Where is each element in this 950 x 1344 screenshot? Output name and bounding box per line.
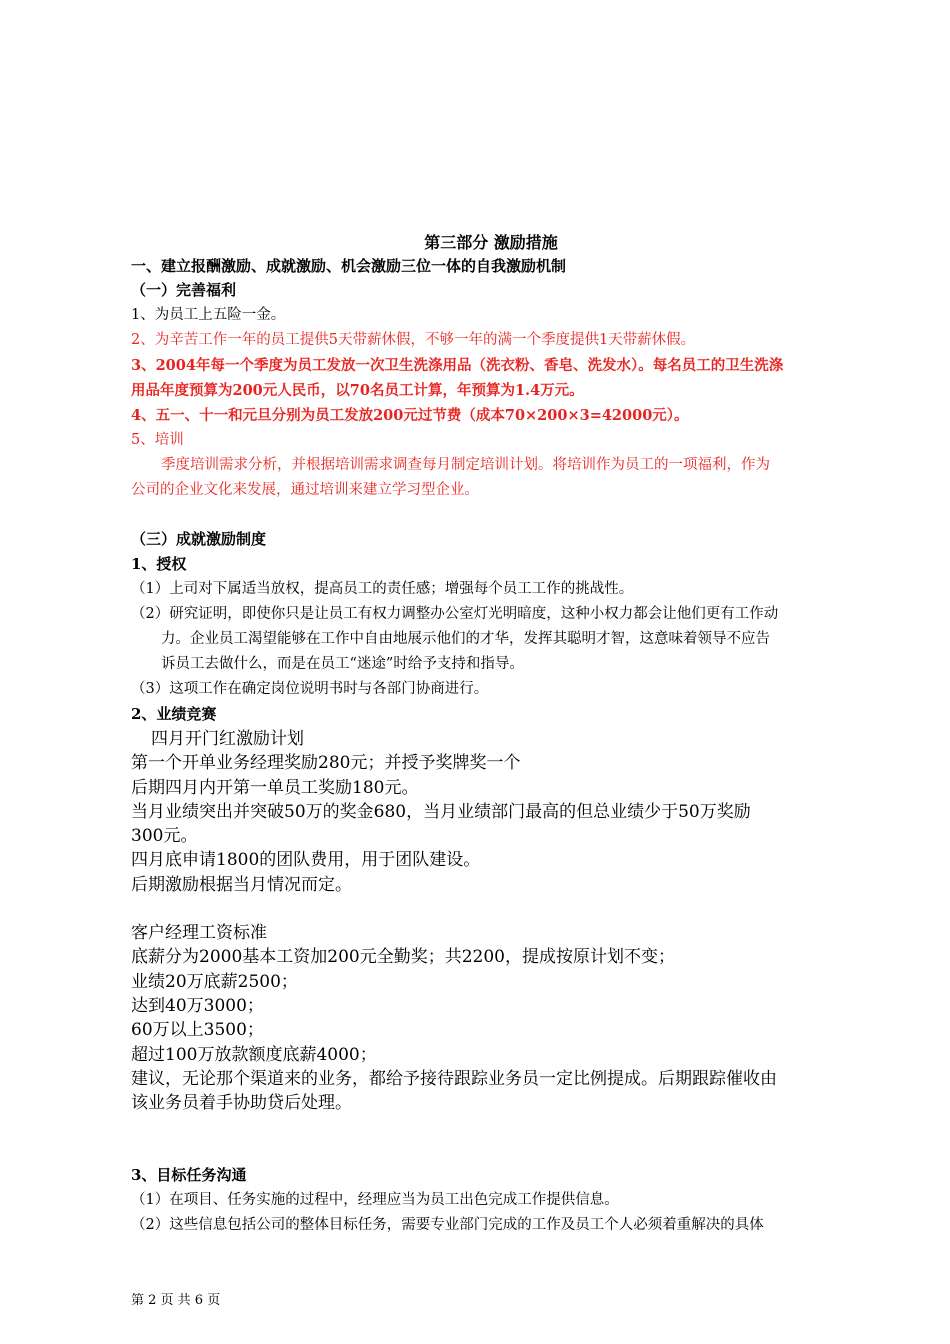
authorization-p2c: 诉员工去做什么，而是在员工“迷途”时给予支持和指导。: [161, 656, 524, 672]
spacer: [131, 897, 851, 921]
welfare-item-4: 4、五一、十一和元旦分别为员工发放200元过节费（成本70×200×3=42000元）。: [131, 407, 689, 424]
task-p2: （2）这些信息包括公司的整体目标任务，需要专业部门完成的工作及员工个人必须着重解决的具体: [131, 1217, 764, 1234]
welfare-item-1: 1、为员工上五险一金。: [131, 307, 286, 323]
task-heading: 3、目标任务沟通: [131, 1166, 247, 1185]
salary-line-4: 60万以上3500；: [131, 1020, 264, 1041]
salary-title: 客户经理工资标准: [131, 923, 267, 944]
salary-line-1: 底薪分为2000基本工资加200元全勤奖；共2200，提成按原计划不变；: [131, 947, 675, 968]
section-heading: 一、建立报酬激励、成就激励、机会激励三位一体的自我激励机制: [131, 257, 567, 275]
training-text-b: 公司的企业文化来发展，通过培训来建立学习型企业。: [131, 482, 479, 498]
welfare-item-5: 5、培训: [131, 432, 184, 448]
april-plan-title: 四月开门红激励计划: [151, 729, 304, 749]
achievement-heading: （三）成就激励制度: [131, 530, 267, 548]
document-page: [131, 232, 851, 1238]
spacer: [131, 503, 851, 527]
spacer: [131, 1139, 851, 1163]
april-plan-line-5: 后期激励根据当月情况而定。: [131, 874, 352, 895]
page-footer: 第 2 页 共 6 页: [131, 1293, 221, 1308]
authorization-heading: 1、授权: [131, 555, 187, 573]
salary-line-2: 业绩20万底薪2500；: [131, 971, 298, 992]
april-plan-line-1: 第一个开单业务经理奖励280元；并授予奖牌奖一个: [131, 753, 521, 774]
training-text-a: 季度培训需求分析，并根据培训需求调查每月制定培训计划。将培训作为员工的一项福利，作为: [161, 457, 770, 473]
april-plan-line-3b: 300元。: [131, 826, 198, 847]
authorization-p2a: （2）研究证明，即使你只是让员工有权力调整办公室灯光明暗度，这种小权力都会让他们更有工作动: [131, 606, 779, 622]
salary-line-6b: 该业务员着手协助贷后处理。: [131, 1093, 352, 1114]
april-plan-line-2: 后期四月内开第一单员工奖励180元。: [131, 777, 419, 798]
welfare-item-3b: 用品年度预算为200元人民币，以70名员工计算，年预算为1.4万元。: [131, 382, 584, 399]
authorization-p1: （1）上司对下属适当放权，提高员工的责任感；增强每个员工工作的挑战性。: [131, 581, 634, 597]
page-title: 第三部分 激励措施: [424, 233, 558, 252]
authorization-p2b: 力。企业员工渴望能够在工作中自由地展示他们的才华，发挥其聪明才智，这意味着领导不应告: [161, 631, 770, 647]
april-plan-line-4: 四月底申请1800的团队费用，用于团队建设。: [131, 850, 481, 871]
competition-heading: 2、业绩竞赛: [131, 705, 217, 723]
salary-line-5: 超过100万放款额度底薪4000；: [131, 1044, 377, 1065]
authorization-p3: （3）这项工作在确定岗位说明书时与各部门协商进行。: [131, 681, 489, 697]
salary-line-6a: 建议，无论那个渠道来的业务，都给予接待跟踪业务员一定比例提成。后期跟踪催收由: [131, 1068, 777, 1089]
salary-line-3: 达到40万3000；: [131, 995, 264, 1016]
spacer: [131, 1115, 851, 1139]
welfare-item-3a: 3、2004年每一个季度为员工发放一次卫生洗涤用品（洗衣粉、香皂、洗发水）。每名员工的卫生洗涤: [131, 357, 784, 374]
task-p1: （1）在项目、任务实施的过程中，经理应当为员工出色完成工作提供信息。: [131, 1192, 619, 1209]
welfare-item-2: 2、为辛苦工作一年的员工提供5天带薪休假，不够一年的满一个季度提供1天带薪休假。: [131, 332, 696, 348]
april-plan-line-3a: 当月业绩突出并突破50万的奖金680，当月业绩部门最高的但总业绩少于50万奖励: [131, 801, 751, 822]
welfare-heading: （一）完善福利: [131, 281, 237, 299]
